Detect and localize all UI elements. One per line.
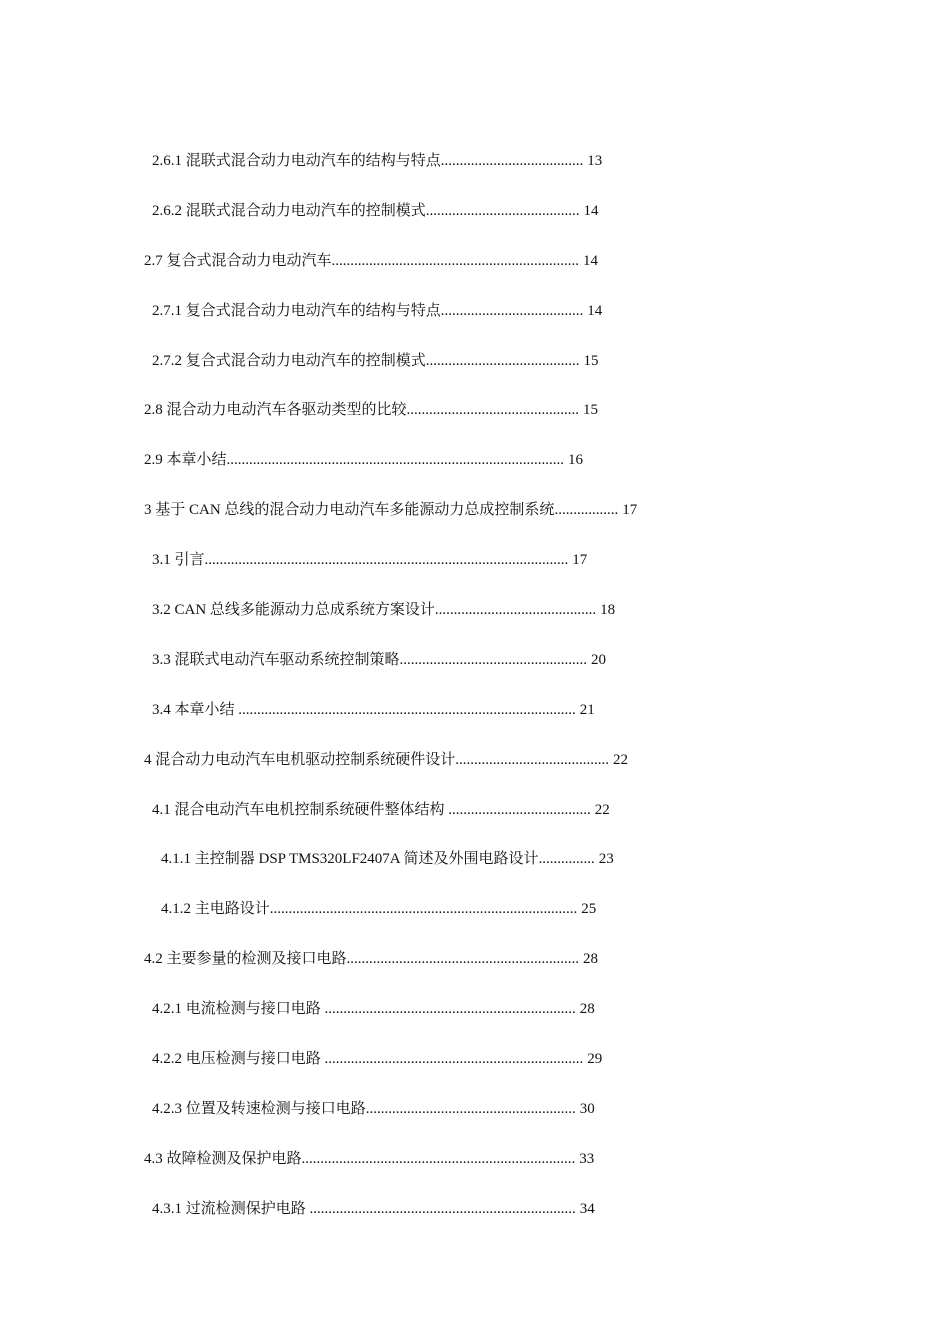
- toc-page-number: 29: [587, 1051, 603, 1068]
- toc-entry[interactable]: [0, 300, 950, 350]
- toc-entry-title: 2.7.2 复合式混合动力电动汽车的控制模式: [152, 352, 426, 369]
- toc-leader-dots: ..................................................................: [331, 252, 580, 269]
- toc-entry-title: 4.1.1 主控制器 DSP TMS320LF2407A 简述及外围电路设计: [161, 851, 539, 868]
- toc-page-number: 14: [583, 202, 599, 219]
- toc-page-number: 28: [579, 1001, 595, 1018]
- toc-entry[interactable]: [0, 200, 950, 250]
- toc-entry-title: 4 混合动力电动汽车电机驱动控制系统硬件设计: [144, 751, 456, 768]
- toc-entry[interactable]: [0, 848, 950, 898]
- toc-leader-dots: ...............: [538, 851, 595, 868]
- toc-leader-dots: ..........................................................................................: [226, 452, 565, 469]
- toc-entry-title: 4.2.1 电流检测与接口电路: [152, 1001, 325, 1018]
- toc-leader-dots: ......................................: [448, 801, 591, 818]
- toc-entry-title: 2.9 本章小结: [144, 452, 227, 469]
- toc-entry[interactable]: [0, 749, 950, 799]
- toc-leader-dots: ........................................................: [365, 1100, 576, 1117]
- toc-page-number: 28: [583, 951, 599, 968]
- toc-page-number: 14: [583, 252, 599, 269]
- toc-entry[interactable]: [0, 150, 950, 200]
- toc-entry-title: 4.1.2 主电路设计: [161, 901, 270, 918]
- toc-entry[interactable]: [0, 649, 950, 699]
- toc-leader-dots: ...................................................................: [324, 1001, 576, 1018]
- toc-entry-title: 2.6.1 混联式混合动力电动汽车的结构与特点: [152, 153, 441, 169]
- toc-page-number: 34: [579, 1200, 595, 1217]
- toc-entry[interactable]: [0, 898, 950, 948]
- toc-page-number: 22: [594, 801, 610, 818]
- toc-entry[interactable]: [0, 1098, 950, 1148]
- toc-leader-dots: .........................................: [425, 352, 580, 369]
- toc-page-number: 30: [579, 1100, 595, 1117]
- toc-leader-dots: .........................................: [425, 202, 580, 219]
- toc-entry[interactable]: [0, 799, 950, 849]
- toc-entry[interactable]: [0, 948, 950, 998]
- toc-leader-dots: .........................................: [455, 751, 610, 768]
- toc-entry-title: 3.4 本章小结: [152, 701, 239, 718]
- toc-leader-dots: .........................................................................: [301, 1150, 576, 1167]
- toc-entry-title: 4.2 主要参量的检测及接口电路: [144, 951, 347, 968]
- toc-page-number: 17: [572, 552, 588, 569]
- toc-page-number: 13: [587, 153, 603, 169]
- toc-leader-dots: ......................................: [440, 153, 584, 169]
- toc-entry-title: 3.1 引言: [152, 552, 205, 569]
- toc-leader-dots: .....................................................................: [324, 1051, 584, 1068]
- table-of-contents: [0, 150, 950, 1248]
- toc-leader-dots: ..................................................: [399, 651, 588, 668]
- toc-page-number: 21: [579, 701, 595, 718]
- toc-page-number: 14: [587, 302, 603, 319]
- toc-leader-dots: ..............................................: [406, 402, 580, 419]
- toc-page-number: 16: [568, 452, 584, 469]
- toc-page-number: 22: [613, 751, 629, 768]
- toc-entry[interactable]: [0, 399, 950, 449]
- toc-leader-dots: ...........................................: [434, 602, 597, 619]
- toc-entry[interactable]: [0, 250, 950, 300]
- toc-entry-title: 4.3.1 过流检测保护电路: [152, 1200, 310, 1217]
- toc-entry[interactable]: [0, 998, 950, 1048]
- toc-entry[interactable]: [0, 699, 950, 749]
- toc-leader-dots: .................................................................................................: [204, 552, 569, 569]
- toc-leader-dots: .......................................................................: [309, 1200, 576, 1217]
- toc-entry-title: 2.8 混合动力电动汽车各驱动类型的比较: [144, 402, 407, 419]
- toc-entry[interactable]: [0, 499, 950, 549]
- toc-entry-title: 2.7.1 复合式混合动力电动汽车的结构与特点: [152, 302, 441, 319]
- toc-entry[interactable]: [0, 599, 950, 649]
- toc-leader-dots: ..............................................................: [346, 951, 580, 968]
- toc-entry-title: 4.2.3 位置及转速检测与接口电路: [152, 1100, 366, 1117]
- toc-entry-title: 3 基于 CAN 总线的混合动力电动汽车多能源动力总成控制系统: [144, 502, 555, 519]
- toc-entry[interactable]: [0, 1148, 950, 1198]
- toc-entry-title: 4.2.2 电压检测与接口电路: [152, 1051, 325, 1068]
- toc-page-number: 15: [583, 402, 599, 419]
- toc-entry-title: 4.3 故障检测及保护电路: [144, 1150, 302, 1167]
- toc-entry[interactable]: [0, 350, 950, 400]
- toc-leader-dots: .................: [554, 502, 619, 519]
- toc-entry-title: 3.3 混联式电动汽车驱动系统控制策略: [152, 651, 400, 668]
- toc-leader-dots: ......................................: [440, 302, 584, 319]
- toc-page-number: 15: [583, 352, 599, 369]
- toc-page-number: 23: [598, 851, 614, 868]
- toc-entry[interactable]: [0, 1198, 950, 1248]
- toc-entry-title: 3.2 CAN 总线多能源动力总成系统方案设计: [152, 602, 435, 619]
- toc-leader-dots: ..................................................................................: [269, 901, 578, 918]
- toc-entry[interactable]: [0, 1048, 950, 1098]
- toc-entry[interactable]: [0, 549, 950, 599]
- toc-entry-title: 4.1 混合电动汽车电机控制系统硬件整体结构: [152, 801, 449, 818]
- toc-entry-title: 2.7 复合式混合动力电动汽车: [144, 252, 332, 269]
- toc-leader-dots: ..........................................................................................: [238, 701, 576, 718]
- toc-page-number: 18: [600, 602, 616, 619]
- toc-page-number: 33: [579, 1150, 595, 1167]
- toc-page-number: 17: [622, 502, 638, 519]
- toc-page-number: 25: [581, 901, 597, 918]
- toc-entry[interactable]: [0, 449, 950, 499]
- toc-page-number: 20: [591, 651, 607, 668]
- toc-entry-title: 2.6.2 混联式混合动力电动汽车的控制模式: [152, 202, 426, 219]
